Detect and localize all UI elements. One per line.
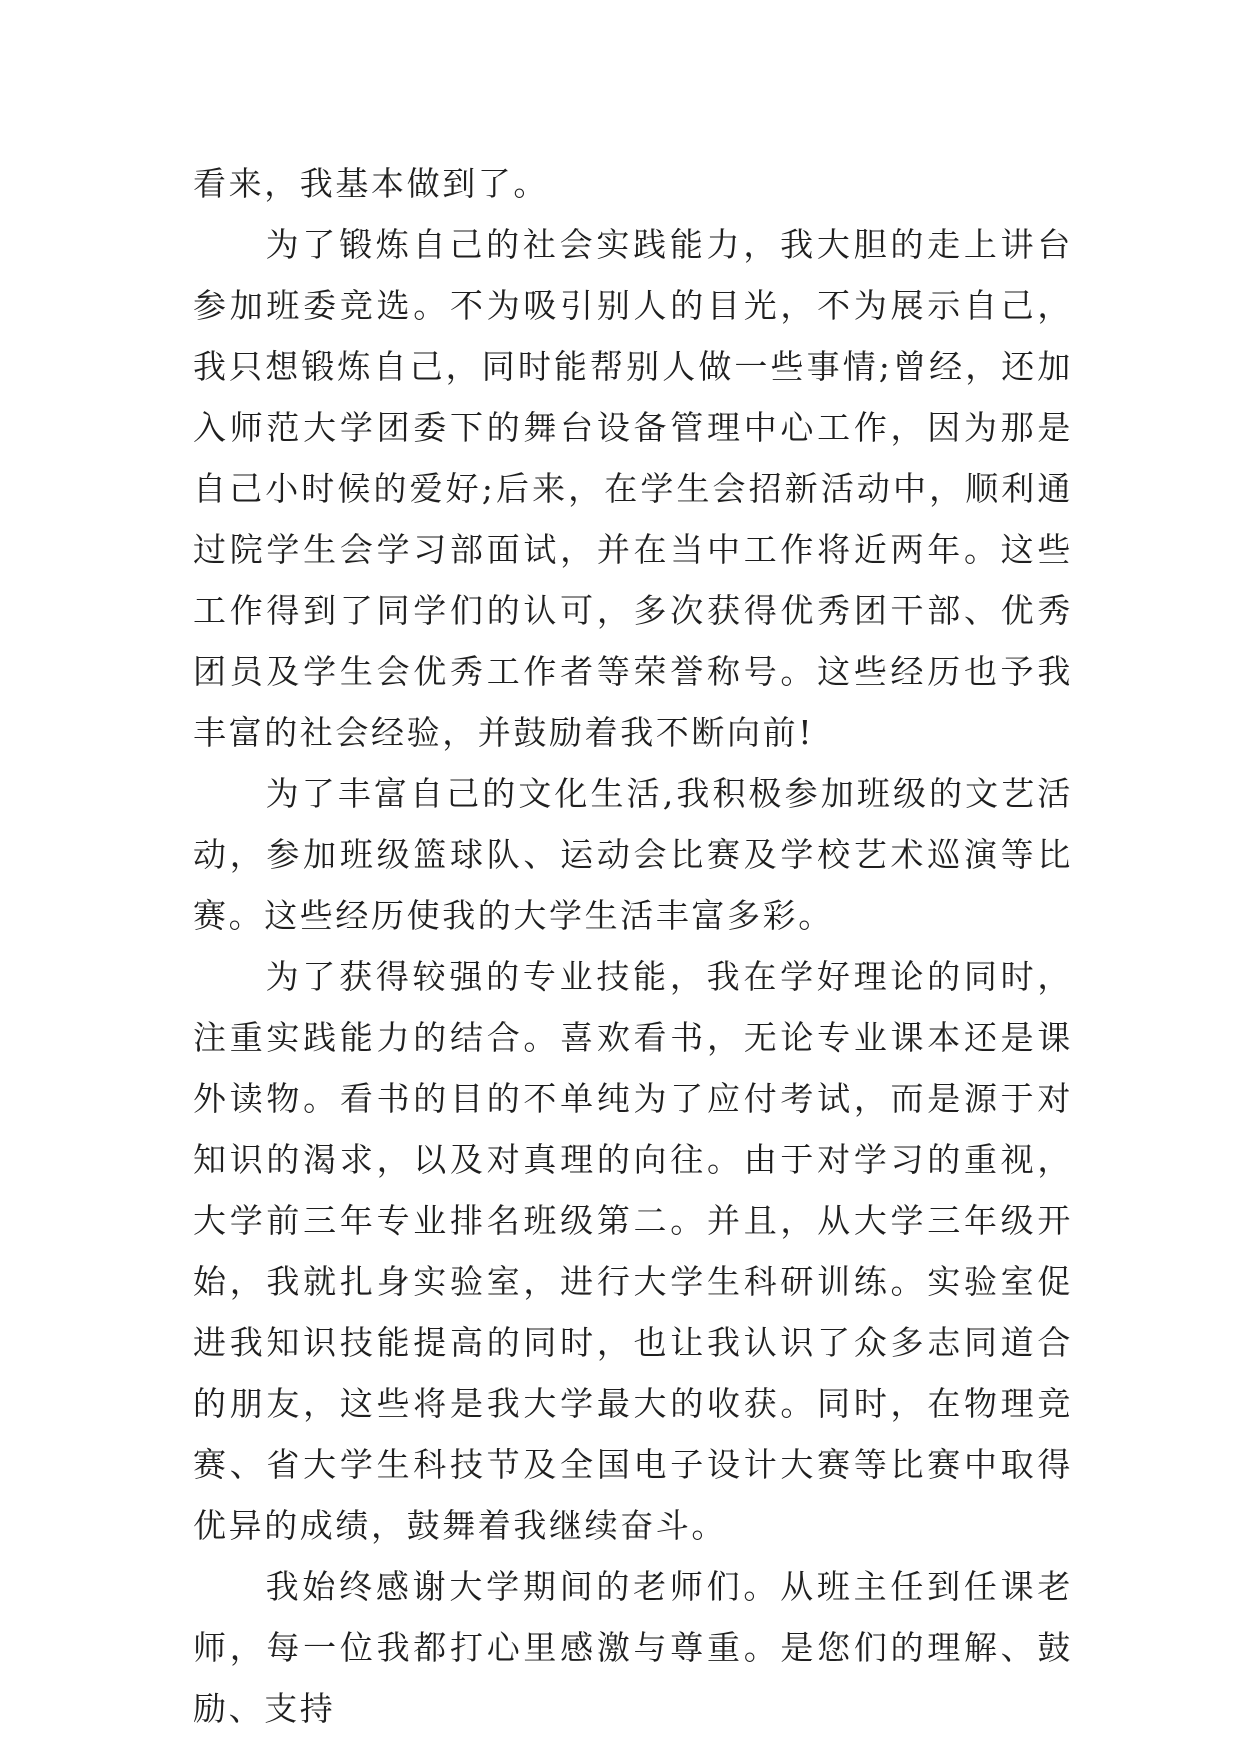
paragraph-1: 看来，我基本做到了。 — [193, 164, 549, 203]
paragraph-5: 我始终感谢大学期间的老师们。从班主任到任课老师，每一位我都打心里感激与尊重。是您们的理解、鼓励、支持 — [193, 1567, 1073, 1728]
paragraph-4: 为了获得较强的专业技能，我在学好理论的同时，注重实践能力的结合。喜欢看书，无论专业课本还是课外读物。看书的目的不单纯为了应付考试，而是源于对知识的渴求，以及对真理的向往。由于对学习的重视，大学前三年专业排名班级第二。并且，从大学三年级开始，我就扎身实验室，进行大学生科研训练。实验室促进我知识技能提高的同时，也让我认识了众多志同道合的朋友，这些将是我大学最大的收获。同时，在物理竞赛、省大学生科技节及全国电子设计大赛等比赛中取得优异的成绩，鼓舞着我继续奋斗。 — [193, 957, 1073, 1545]
paragraph-2: 为了锻炼自己的社会实践能力，我大胆的走上讲台参加班委竞选。不为吸引别人的目光，不为展示自己，我只想锻炼自己，同时能帮别人做一些事情;曾经，还加入师范大学团委下的舞台设备管理中心工作，因为那是自己小时候的爱好;后来，在学生会招新活动中，顺利通过院学生会学习部面试，并在当中工作将近两年。这些工作得到了同学们的认可，多次获得优秀团干部、优秀团员及学生会优秀工作者等荣誉称号。这些经历也予我丰富的社会经验，并鼓励着我不断向前! — [193, 225, 1073, 752]
paragraph-3: 为了丰富自己的文化生活,我积极参加班级的文艺活动，参加班级篮球队、运动会比赛及学校艺术巡演等比赛。这些经历使我的大学生活丰富多彩。 — [193, 774, 1073, 935]
document-body — [193, 153, 1073, 1739]
